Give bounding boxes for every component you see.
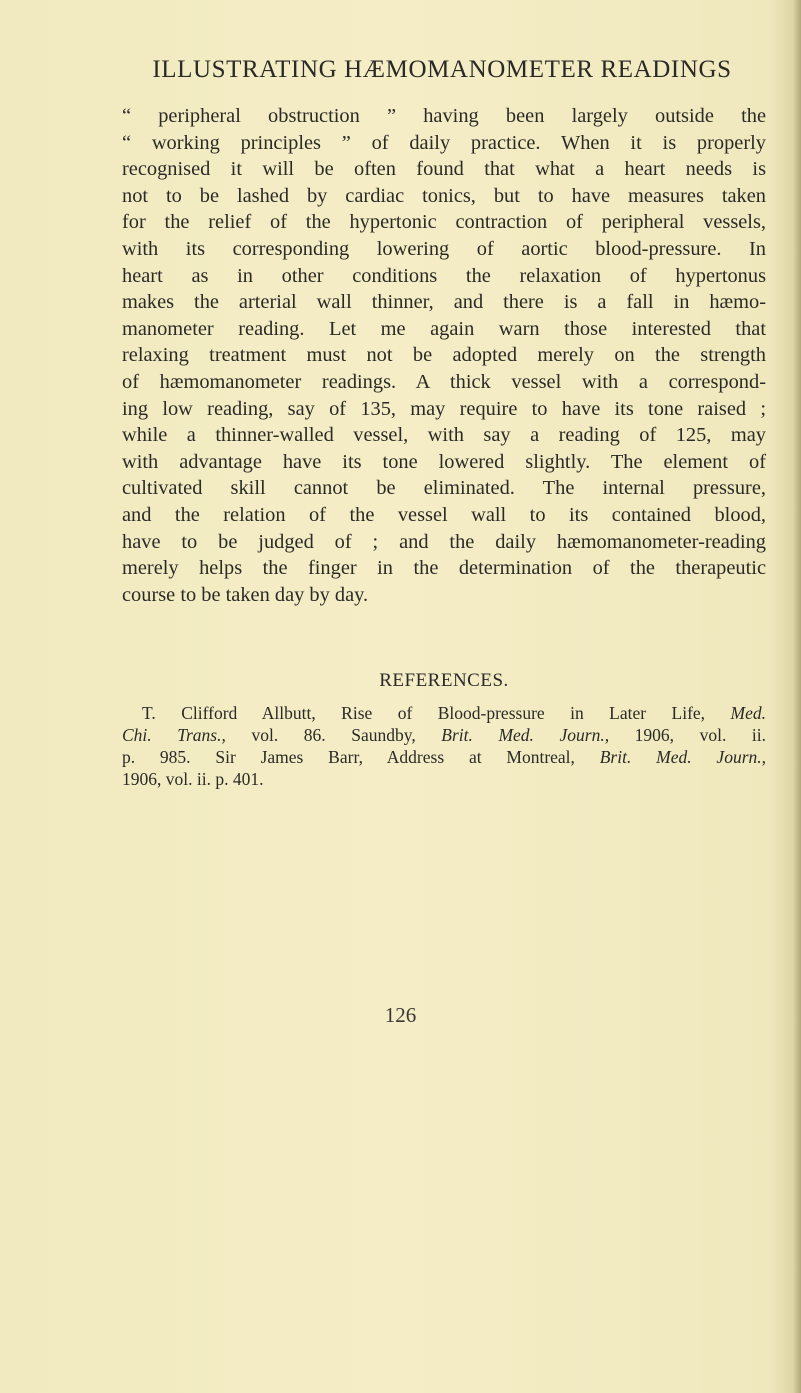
body-line: course to be taken day by day. <box>122 583 369 606</box>
body-line: cultivated skill cannot be eliminated. The internal pressure, <box>122 477 766 500</box>
body-line: heart as in other conditions the relaxation of hypertonus <box>122 264 766 287</box>
reference-line: 1906, vol. ii. p. 401. <box>122 769 264 789</box>
body-line: makes the arterial wall thinner, and there is a fall in hæmo- <box>122 291 766 314</box>
reference-journal: Brit. Med. Journ., <box>599 747 766 767</box>
page-number: 126 <box>384 1003 417 1027</box>
body-line: not to be lashed by cardiac tonics, but to have measures taken <box>122 184 766 207</box>
reference-line <box>122 724 766 746</box>
running-head: ILLUSTRATING HÆMOMANOMETER READINGS <box>152 56 732 83</box>
reference-journal: Brit. Med. Journ., <box>441 725 610 745</box>
body-line: of hæmomanometer readings. A thick vessel with a correspond- <box>122 370 766 393</box>
page-edge-shadow <box>793 0 801 1393</box>
body-line: merely helps the finger in the determination of the therapeutic <box>122 557 766 580</box>
references-list <box>122 702 766 790</box>
body-line: with advantage have its tone lowered slightly. The element of <box>122 450 766 473</box>
body-line: for the relief of the hypertonic contraction of peripheral vessels, <box>122 211 766 234</box>
body-line: with its corresponding lowering of aortic blood-pressure. In <box>122 237 766 260</box>
references-heading: REFERENCES. <box>379 670 509 691</box>
reference-journal: Med. <box>730 703 766 723</box>
body-line: manometer reading. Let me again warn those interested that <box>122 317 766 340</box>
body-line: ing low reading, say of 135, may require to have its tone raised ; <box>122 397 766 420</box>
reference-text: p. 985. Sir James Barr, Address at Montreal, <box>122 747 575 767</box>
body-line: have to be judged of ; and the daily hæmomanometer-reading <box>122 530 766 553</box>
body-paragraph <box>122 103 766 608</box>
body-line: and the relation of the vessel wall to its contained blood, <box>122 503 766 526</box>
body-line: recognised it will be often found that what a heart needs is <box>122 158 766 181</box>
reference-text: vol. 86. Saundby, <box>251 725 416 745</box>
body-line: “ peripheral obstruction ” having been largely outside the <box>122 105 766 127</box>
reference-text: 1906, vol. ii. <box>634 725 767 745</box>
reference-text: T. Clifford Allbutt, Rise of Blood-pressure in Later Life, <box>142 703 706 723</box>
body-line: relaxing treatment must not be adopted merely on the strength <box>122 344 766 367</box>
reference-line <box>122 702 766 724</box>
body-line: “ working principles ” of daily practice. When it is properly <box>122 131 766 154</box>
reference-line <box>122 746 766 768</box>
body-line: while a thinner-walled vessel, with say a reading of 125, may <box>122 424 766 447</box>
reference-journal: Chi. Trans., <box>122 725 226 745</box>
